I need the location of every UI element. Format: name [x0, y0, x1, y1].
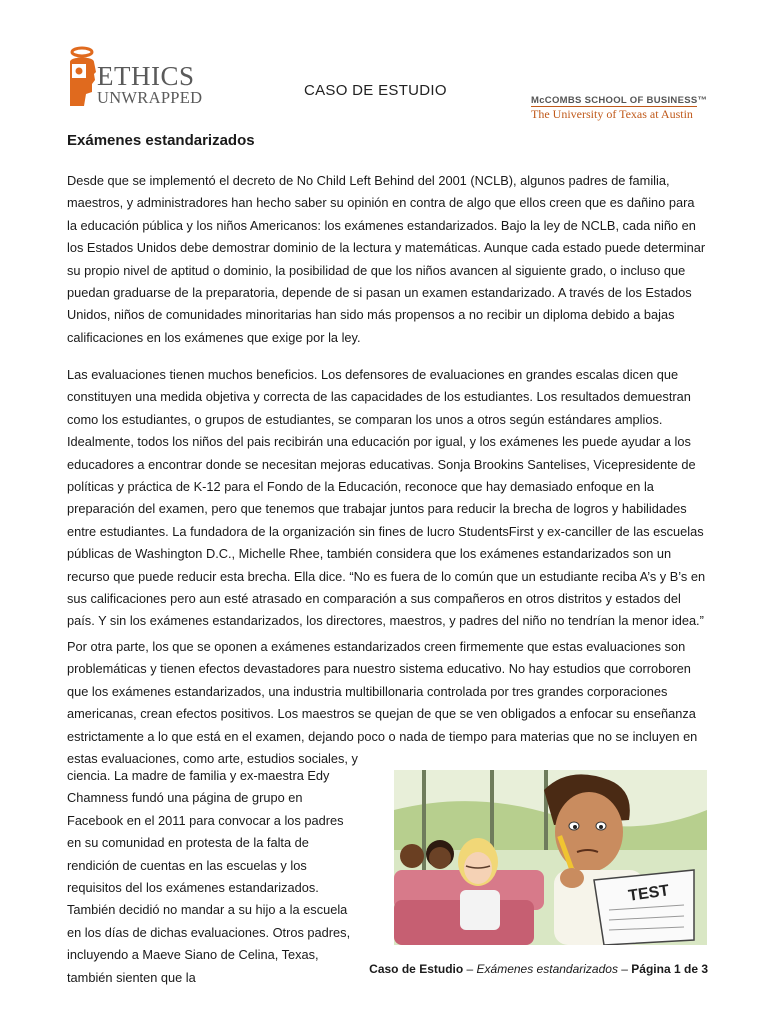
paragraph-1: Desde que se implementó el decreto de No Child Left Behind del 2001 (NCLB), algunos padres de familia, maestros, y administradores han hecho saber su opinión en contra de algo que ellos creen que es dañino para la educación pública y los niños Americanos: los exámenes estandarizados. Bajo la ley de NCLB, cada niño en los Estados Unidos debe demostrar dominio de la lectura y matemáticas. Aunque cada estado puede determinar su propio nivel de aptitud o dominio, la posibilidad de que los niños avancen al siguiente grado, o incluso que puedan graduarse de la preparatoria, depende de si pasan un examen estandarizado. A través de los Estados Unidos, niños de comunidades minoritarias han sido más propensos a no recibir un diploma debido a bajas calificaciones en los exámenes que exige por la ley.	[67, 173, 706, 345]
test-booklet-label: TEST	[627, 882, 671, 905]
university-name: The University of Texas at Austin	[531, 107, 693, 121]
school-name: McCOMBS SCHOOL OF BUSINESS™	[531, 95, 708, 106]
students-test-illustration	[394, 770, 707, 945]
footer-separator-2: –	[617, 962, 632, 976]
paragraph-3-continued: ciencia. La madre de familia y ex-maestra Edy Chamness fundó una página de grupo en Facebook en el 2011 para convocar a los padres en su comunidad en protesta de la falta de rendición de cuentas en las escuelas y los requisitos del los exámenes estandarizados. También decidió no mandar a su hijo a la escuela en los días de dichas evaluaciones. Otros padres, incluyendo a Maeve Siano de Celina, Texas, también sienten que la	[67, 768, 351, 985]
logo-text-unwrapped: UNWRAPPED	[97, 88, 203, 107]
section-label: CASO DE ESTUDIO	[304, 82, 447, 99]
footer-separator-1: –	[463, 962, 477, 976]
page-footer	[369, 962, 708, 976]
paragraph-3: Por otra parte, los que se oponen a exámenes estandarizados creen firmemente que estas evaluaciones son problemáticas y tienen efectos devastadores para nuestro sistema educativo. No hay estudios que corroboren que los exámenes estandarizados, una industria multibillonaria controlada por tres grandes corporaciones americanas, crean efectos positivos. Los maestros se quejan de que se ven obligados a enfocar su enseñanza estrictamente a lo que está en el examen, dejando poco o nada de tiempo para materias que no se incluyen en estas evaluaciones, como arte, estudios sociales, y	[67, 639, 698, 767]
ethics-unwrapped-logo	[64, 44, 214, 114]
logo-text-ethics: ETHICS	[97, 61, 195, 91]
footer-label: Caso de Estudio	[369, 962, 464, 976]
document-title: Exámenes estandarizados	[67, 132, 255, 149]
footer-page-number: Página 1 de 3	[631, 962, 708, 976]
footer-title: Exámenes estandarizados	[476, 962, 618, 976]
paragraph-2: Las evaluaciones tienen muchos beneficios. Los defensores de evaluaciones en grandes escalas dicen que constituyen una medida objetiva y correcta de las capacidades de los estudiantes. Los resultados demuestran como los estudiantes, o grupos de estudiantes, se comparan los unos a otros según estándares amplios. Idealmente, todos los niños del pais recibirán una educación por igual, y los exámenes les puede ayudar a los educadores a encontrar donde se necesitan mejoras educativas. Sonja Brookins Santelises, Vicepresidente de políticas y práctica de K-12 para el Fondo de la Educación, reconoce que hay demasiado enfoque en la preparación del examen, pero que tenemos que trabajar juntos para reducir la brecha de logros y habilidades entre estudiantes. La fundadora de la organización sin fines de lucro StudentsFirst y ex-canciller de las escuelas públicas de Washington D.C., Michelle Rhee, también considera que los exámenes estandarizados son un recurso que puede reducir esta brecha. Ella dice. “No es fuera de lo común que un estudiante reciba A’s y B’s en sus calificaciones pero aun esté atrasado en comparación a sus compañeros en otros distritos y estados del país. Y sin los exámenes estandarizados, los directores, maestros, y padres del niño no tendrían la menor idea.”	[67, 367, 706, 629]
